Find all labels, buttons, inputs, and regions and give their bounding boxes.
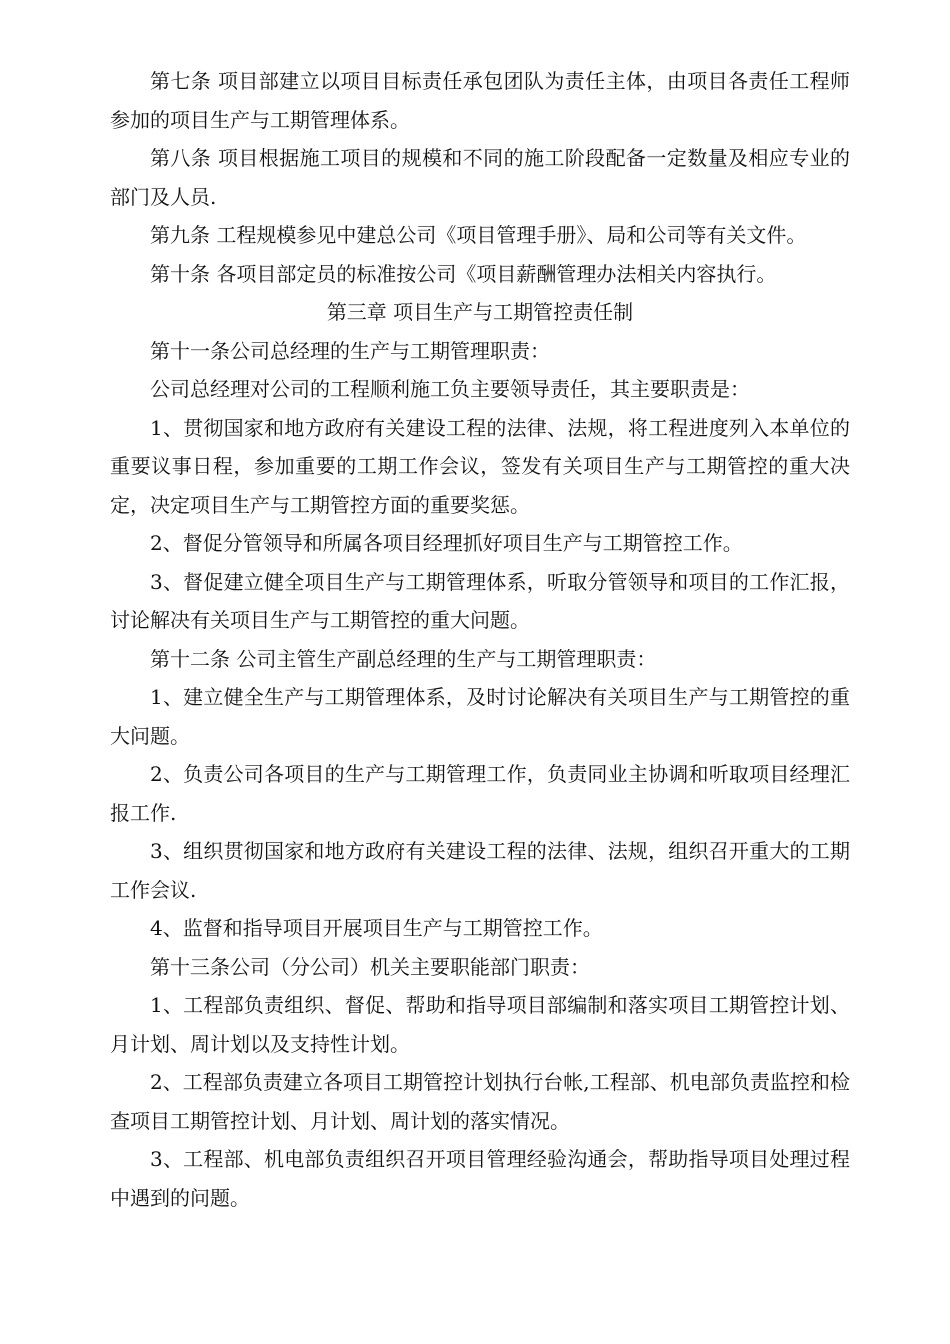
article-11-intro: 公司总经理对公司的工程顺利施工负主要领导责任，其主要职责是： bbox=[150, 377, 750, 401]
article-13-item-1: 1、工程部负责组织、督促、帮助和指导项目部编制和落实项目工期管控计划、月计划、周计划以及支持性计划。 bbox=[110, 993, 850, 1056]
article-11-title: 第十一条公司总经理的生产与工期管理职责： bbox=[150, 338, 550, 363]
article-7: 第七条 项目部建立以项目目标责任承包团队为责任主体，由项目各责任工程师参加的项目生产与工期管理体系。 bbox=[110, 69, 850, 132]
article-13-title: 第十三条公司（分公司）机关主要职能部门职责： bbox=[150, 954, 590, 979]
article-12-item-4: 4、监督和指导项目开展项目生产与工期管控工作。 bbox=[150, 916, 603, 940]
article-12-title: 第十二条 公司主管生产副总经理的生产与工期管理职责： bbox=[150, 646, 657, 671]
article-11-item-1: 1、贯彻国家和地方政府有关建设工程的法律、法规，将工程进度列入本单位的重要议事日程，参加重要的工期工作会议，签发有关项目生产与工期管控的重大决定，决定项目生产与工期管控方面的重要奖惩。 bbox=[110, 415, 850, 517]
chapter-3-heading: 第三章 项目生产与工期管控责任制 bbox=[326, 300, 634, 324]
article-11-item-2: 2、督促分管领导和所属各项目经理抓好项目生产与工期管控工作。 bbox=[150, 531, 743, 555]
article-13-item-2: 2、工程部负责建立各项目工期管控计划执行台帐,工程部、机电部负责监控和检查项目工期管控计划、月计划、周计划的落实情况。 bbox=[110, 1070, 850, 1133]
article-13-item-3: 3、工程部、机电部负责组织召开项目管理经验沟通会，帮助指导项目处理过程中遇到的问题。 bbox=[110, 1147, 850, 1210]
article-11-item-3: 3、督促建立健全项目生产与工期管理体系，听取分管领导和项目的工作汇报，讨论解决有关项目生产与工期管控的重大问题。 bbox=[110, 569, 850, 632]
article-8: 第八条 项目根据施工项目的规模和不同的施工阶段配备一定数量及相应专业的部门及人员. bbox=[110, 146, 850, 209]
article-12-item-3: 3、组织贯彻国家和地方政府有关建设工程的法律、法规，组织召开重大的工期工作会议. bbox=[110, 839, 850, 902]
article-12-item-2: 2、负责公司各项目的生产与工期管理工作，负责同业主协调和听取项目经理汇报工作. bbox=[110, 762, 850, 825]
article-9: 第九条 工程规模参见中建总公司《项目管理手册》、局和公司等有关文件。 bbox=[150, 223, 807, 247]
article-12-item-1: 1、建立健全生产与工期管理体系，及时讨论解决有关项目生产与工期管控的重大问题。 bbox=[110, 685, 850, 748]
article-10: 第十条 各项目部定员的标准按公司《项目薪酬管理办法相关内容执行。 bbox=[150, 261, 777, 286]
